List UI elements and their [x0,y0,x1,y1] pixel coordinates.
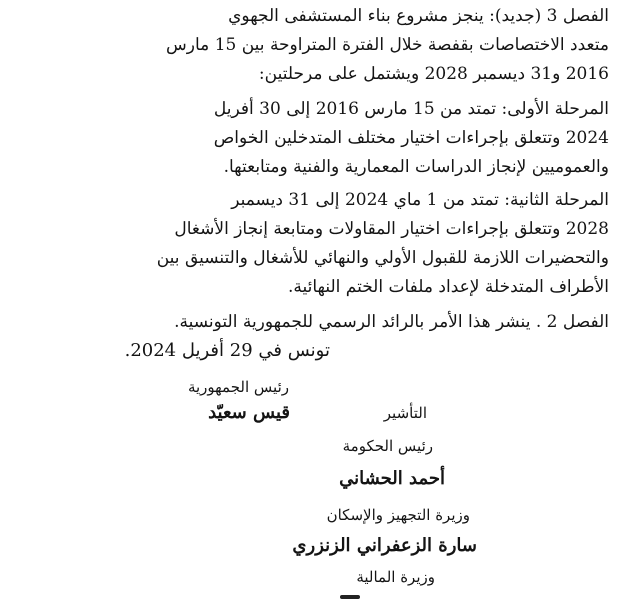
equipment-minister-title: وزيرة التجهيز والإسكان [326,506,470,524]
phase-2-line-2: 2028 وتتعلق بإجراءات اختيار المقاولات ومتابعة إنجاز الأشغال [174,219,609,239]
phase-2-line-3: والتحضيرات اللازمة للقبول الأولي والنهائي للأشغال والتنسيق بين [156,248,609,268]
article-2-line: الفصل 2 . ينشر هذا الأمر بالرائد الرسمي للجمهورية التونسية. [174,312,609,332]
phase-2-paragraph [19,186,609,302]
phase-1-line-2: 2024 وتتعلق بإجراءات اختيار مختلف المتدخلين الخواص [213,128,609,148]
article-2-paragraph [19,308,609,337]
article-3-paragraph [19,2,609,89]
phase-2-line-4: الأطراف المتدخلة لإعداد ملفات الختم النهائية. [287,277,609,297]
finance-minister-title: وزيرة المالية [356,568,435,586]
equipment-minister-name: سارة الزعفراني الزنزري [292,535,477,556]
cut-off-text-fragment [340,590,360,600]
president-name: قيس سعيّد [208,402,290,423]
article-3-line-3: 2016 و31 ديسمبر 2028 ويشتمل على مرحلتين: [258,64,609,84]
article-3-line-1: الفصل 3 (جديد): ينجز مشروع بناء المستشفى الجهوي [228,6,609,26]
phase-1-line-1: المرحلة الأولى: تمتد من 15 مارس 2016 إلى 30 أفريل [213,99,609,119]
phase-1-line-3: والعموميين لإنجاز الدراسات المعمارية والفنية ومتابعتها. [223,157,609,177]
phase-1-paragraph [19,95,609,182]
date-line: تونس في 29 أفريل 2024. [124,340,330,361]
prime-minister-name: أحمد الحشاني [339,468,445,489]
prime-minister-title: رئيس الحكومة [342,437,433,455]
phase-2-line-1: المرحلة الثانية: تمتد من 1 ماي 2024 إلى 31 ديسمبر [231,190,609,210]
president-title: رئيس الجمهورية [187,378,289,396]
article-3-line-2: متعدد الاختصاصات بقفصة خلال الفترة المتراوحة بين 15 مارس [166,35,609,55]
countersign-label: التأشير [383,404,427,422]
